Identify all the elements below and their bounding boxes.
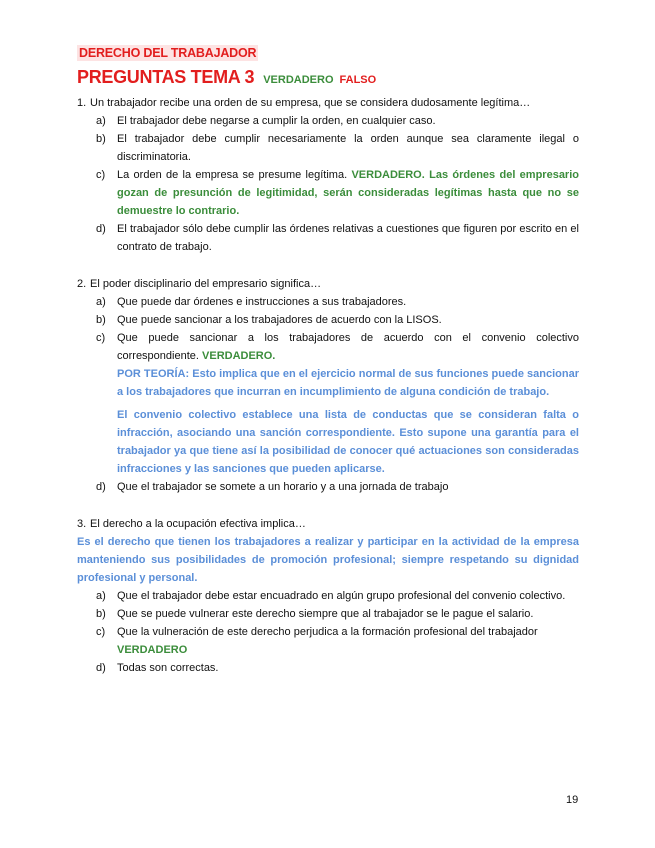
legend-true: VERDADERO xyxy=(263,74,334,86)
verdict-true: VERDADERO xyxy=(117,644,188,656)
question-text: El derecho a la ocupación efectiva implica… xyxy=(90,518,306,530)
question-2-stem xyxy=(77,275,579,293)
option-text xyxy=(117,166,579,220)
verdict-true: VERDADERO. xyxy=(202,350,276,362)
option-text: Que puede sancionar a los trabajadores de acuerdo con la LISOS. xyxy=(117,314,442,326)
option-3b xyxy=(96,605,579,623)
page-title: PREGUNTAS TEMA 3 xyxy=(77,67,255,87)
question-3-explanation: Es el derecho que tienen los trabajadores a realizar y participar en la actividad de la empresa manteniendo sus posibilidades de promoción profesional; siempre respetando su dignidad profesional y personal. xyxy=(77,536,579,584)
option-letter: b) xyxy=(96,314,106,326)
option-text: El trabajador sólo debe cumplir las órdenes relativas a cuestiones que figuren por escrito en el contrato de trabajo. xyxy=(117,223,579,253)
question-1-stem xyxy=(77,94,579,112)
question-text: El poder disciplinario del empresario significa… xyxy=(90,278,322,290)
option-text: Que puede dar órdenes e instrucciones a sus trabajadores. xyxy=(117,296,407,308)
option-letter: a) xyxy=(96,590,106,602)
legend-false: FALSO xyxy=(339,74,377,86)
option-letter: c) xyxy=(96,626,106,638)
option-text: Que el trabajador se somete a un horario y a una jornada de trabajo xyxy=(117,481,449,493)
option-text: Que se puede vulnerar este derecho siempre que al trabajador se le pague el salario. xyxy=(117,608,534,620)
option-letter: b) xyxy=(96,608,106,620)
option-letter: b) xyxy=(96,133,106,145)
option-letter: a) xyxy=(96,296,106,308)
options-list xyxy=(77,112,579,256)
option-text xyxy=(117,623,579,659)
option-text-content: La orden de la empresa se presume legítima. xyxy=(117,169,348,181)
question-number: 2. xyxy=(77,278,87,290)
option-1d xyxy=(96,220,579,256)
option-1c xyxy=(96,166,579,220)
option-1a xyxy=(96,112,579,130)
answer-explanation: Las órdenes del empresario gozan de presunción de legitimidad, serán consideradas legítimas hasta que no se demuestre lo contrario. xyxy=(117,169,579,217)
question-number: 3. xyxy=(77,518,87,530)
theory-note: POR TEORÍA: Esto implica que en el ejercicio normal de sus funciones puede sancionar a los trabajadores que incurran en incumplimiento de alguna condición de trabajo. xyxy=(117,368,579,398)
option-letter: c) xyxy=(96,169,106,181)
title-row xyxy=(77,67,579,91)
option-letter: d) xyxy=(96,223,106,235)
option-3d xyxy=(96,659,579,677)
question-3-stem xyxy=(77,515,579,533)
option-3a xyxy=(96,587,579,605)
option-text: Que el trabajador debe estar encuadrado en algún grupo profesional del convenio colectivo. xyxy=(117,590,566,602)
question-3 xyxy=(77,515,579,677)
document-page xyxy=(77,44,579,677)
question-text: Un trabajador recibe una orden de su empresa, que se considera dudosamente legítima… xyxy=(90,97,531,109)
page-number: 19 xyxy=(566,794,579,806)
option-3c xyxy=(96,623,579,659)
question-1 xyxy=(77,94,579,256)
option-letter: d) xyxy=(96,662,106,674)
option-text: Todas son correctas. xyxy=(117,662,219,674)
verdict-true: VERDADERO. xyxy=(351,169,425,181)
subject-heading xyxy=(77,44,579,62)
option-text-content: Que la vulneración de este derecho perjudica a la formación profesional del trabajador xyxy=(117,626,538,638)
theory-note-2: El convenio colectivo establece una lista de conductas que se consideran falta o infracción, asociando una sanción correspondiente. Esto supone una garantía para el trabajador ya que tiene así la posibilidad de conocer qué actuaciones son consideradas infracciones y las sanciones que pueden aplicarse. xyxy=(117,409,579,475)
options-list xyxy=(77,293,579,496)
option-text: El trabajador debe cumplir necesariamente la orden aunque sea claramente ilegal o discriminatoria. xyxy=(117,133,579,163)
option-1b xyxy=(96,130,579,166)
option-letter: a) xyxy=(96,115,106,127)
option-letter: c) xyxy=(96,332,106,344)
option-text: El trabajador debe negarse a cumplir la orden, en cualquier caso. xyxy=(117,115,436,127)
options-list xyxy=(77,587,579,677)
question-number: 1. xyxy=(77,97,87,109)
option-2b xyxy=(96,311,579,329)
option-2c xyxy=(96,329,579,478)
option-2d xyxy=(96,478,579,496)
option-letter: d) xyxy=(96,481,106,493)
option-2a xyxy=(96,293,579,311)
subject-label: DERECHO DEL TRABAJADOR xyxy=(79,46,257,60)
option-text-content: Que puede sancionar a los trabajadores de acuerdo con el convenio colectivo correspondiente. xyxy=(117,332,579,362)
question-2 xyxy=(77,275,579,496)
option-text xyxy=(117,329,579,478)
